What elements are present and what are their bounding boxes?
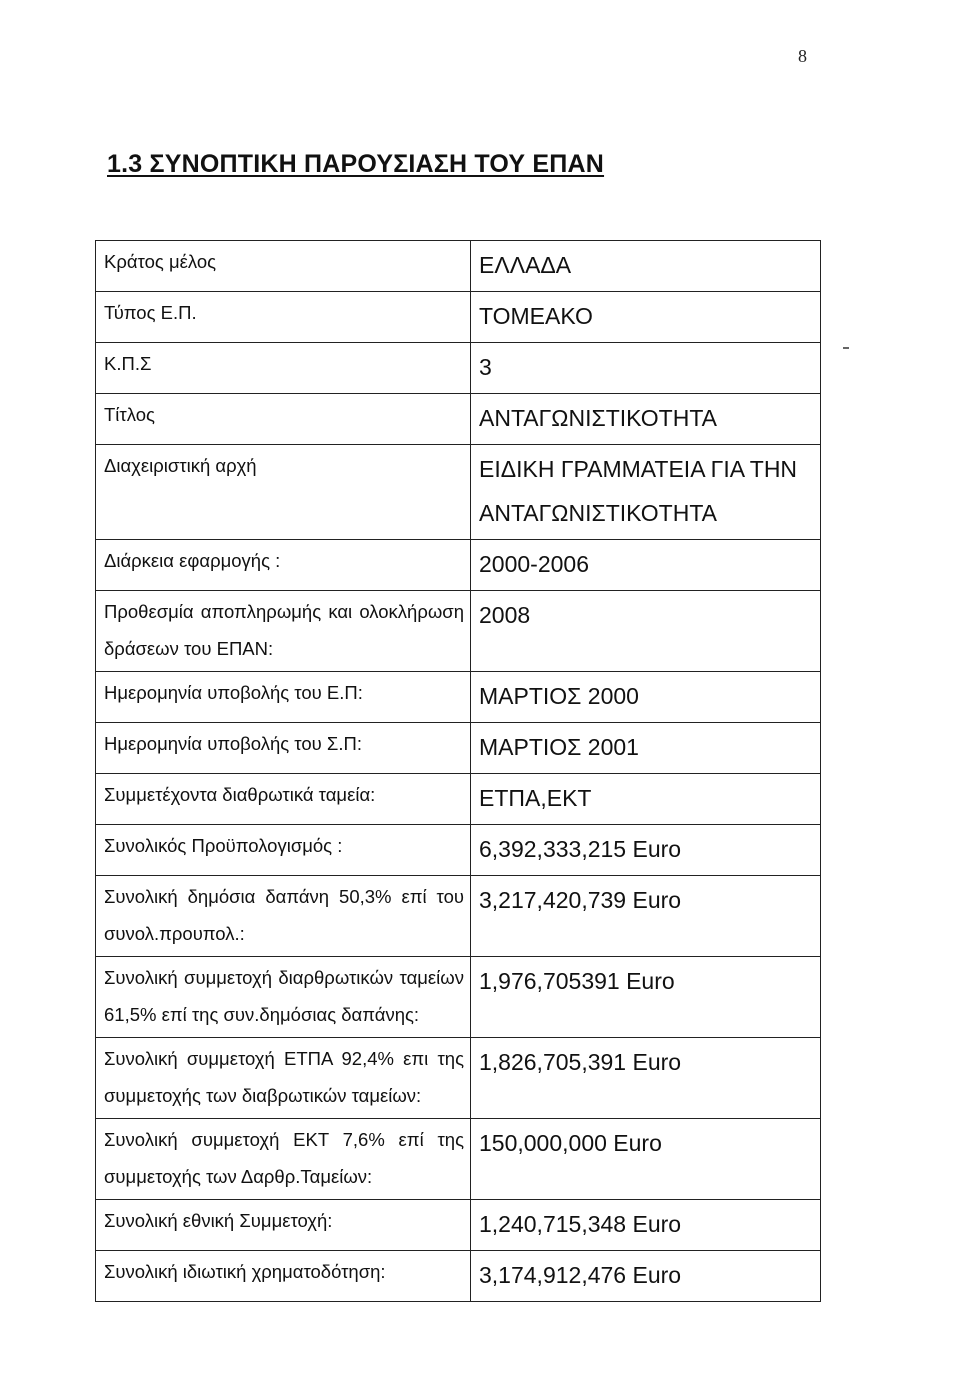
table-row: [96, 1038, 821, 1119]
row-label: Ημερομηνία υποβολής του Ε.Π:: [96, 672, 471, 723]
table-row: [96, 241, 821, 292]
row-label: Διαχειριστική αρχή: [96, 445, 471, 540]
table-row: [96, 1251, 821, 1302]
program-summary-table: [95, 240, 821, 1302]
row-value: 2008: [471, 591, 821, 672]
row-value: 1,976,705391 Euro: [471, 957, 821, 1038]
row-label: Συνολική ιδιωτική χρηματοδότηση:: [96, 1251, 471, 1302]
row-label: Τύπος Ε.Π.: [96, 292, 471, 343]
row-label: Συνολική συμμετοχή διαρθρωτικών ταμείων 61,5% επί της συν.δημόσιας δαπάνης:: [96, 957, 471, 1038]
table-row: [96, 445, 821, 540]
row-label: Συμμετέχοντα διαθρωτικά ταμεία:: [96, 774, 471, 825]
table-row: [96, 1119, 821, 1200]
row-value: 6,392,333,215 Euro: [471, 825, 821, 876]
scan-artifact-mark: [843, 347, 849, 349]
row-value: 3: [471, 343, 821, 394]
row-value: ΤΟΜΕΑΚΟ: [471, 292, 821, 343]
table-row: [96, 774, 821, 825]
row-value: 1,826,705,391 Euro: [471, 1038, 821, 1119]
table-row: [96, 1200, 821, 1251]
table-row: [96, 540, 821, 591]
table-row: [96, 825, 821, 876]
row-value: ΕΛΛΑΔΑ: [471, 241, 821, 292]
section-title: 1.3 ΣΥΝΟΠΤΙΚΗ ΠΑΡΟΥΣΙΑΣΗ ΤΟΥ ΕΠΑΝ: [107, 150, 605, 178]
row-value: ΜΑΡΤΙΟΣ 2001: [471, 723, 821, 774]
row-label: Κ.Π.Σ: [96, 343, 471, 394]
table-row: [96, 343, 821, 394]
row-value: 1,240,715,348 Euro: [471, 1200, 821, 1251]
row-value: 2000-2006: [471, 540, 821, 591]
table-row: [96, 723, 821, 774]
row-label: Προθεσμία αποπληρωμής και ολοκλήρωση δράσεων του ΕΠΑΝ:: [96, 591, 471, 672]
row-value: ΜΑΡΤΙΟΣ 2000: [471, 672, 821, 723]
row-value: ΑΝΤΑΓΩΝΙΣΤΙΚΟΤΗΤΑ: [471, 394, 821, 445]
row-label: Διάρκεια εφαρμογής :: [96, 540, 471, 591]
table-row: [96, 394, 821, 445]
row-value: ΕΤΠΑ,ΕΚΤ: [471, 774, 821, 825]
row-label: Κράτος μέλος: [96, 241, 471, 292]
table-row: [96, 876, 821, 957]
row-label: Συνολική συμμετοχή ΕΚΤ 7,6% επί της συμμετοχής των Δαρθρ.Ταμείων:: [96, 1119, 471, 1200]
row-label: Συνολική συμμετοχή ΕΤΠΑ 92,4% επι της συμμετοχής των διαβρωτικών ταμείων:: [96, 1038, 471, 1119]
row-label: Συνολικός Προϋπολογισμός :: [96, 825, 471, 876]
row-value: 150,000,000 Euro: [471, 1119, 821, 1200]
row-label: Συνολική εθνική Συμμετοχή:: [96, 1200, 471, 1251]
row-value: ΕΙΔΙΚΗ ΓΡΑΜΜΑΤΕΙΑ ΓΙΑ ΤΗΝ ΑΝΤΑΓΩΝΙΣΤΙΚΟΤΗΤΑ: [471, 445, 821, 540]
table-row: [96, 957, 821, 1038]
table-row: [96, 292, 821, 343]
row-label: Συνολική δημόσια δαπάνη 50,3% επί του συνολ.προυπολ.:: [96, 876, 471, 957]
row-label: Ημερομηνία υποβολής του Σ.Π:: [96, 723, 471, 774]
row-value: 3,174,912,476 Euro: [471, 1251, 821, 1302]
table-row: [96, 591, 821, 672]
table-row: [96, 672, 821, 723]
row-value: 3,217,420,739 Euro: [471, 876, 821, 957]
row-label: Τίτλος: [96, 394, 471, 445]
page-number: 8: [798, 46, 807, 66]
